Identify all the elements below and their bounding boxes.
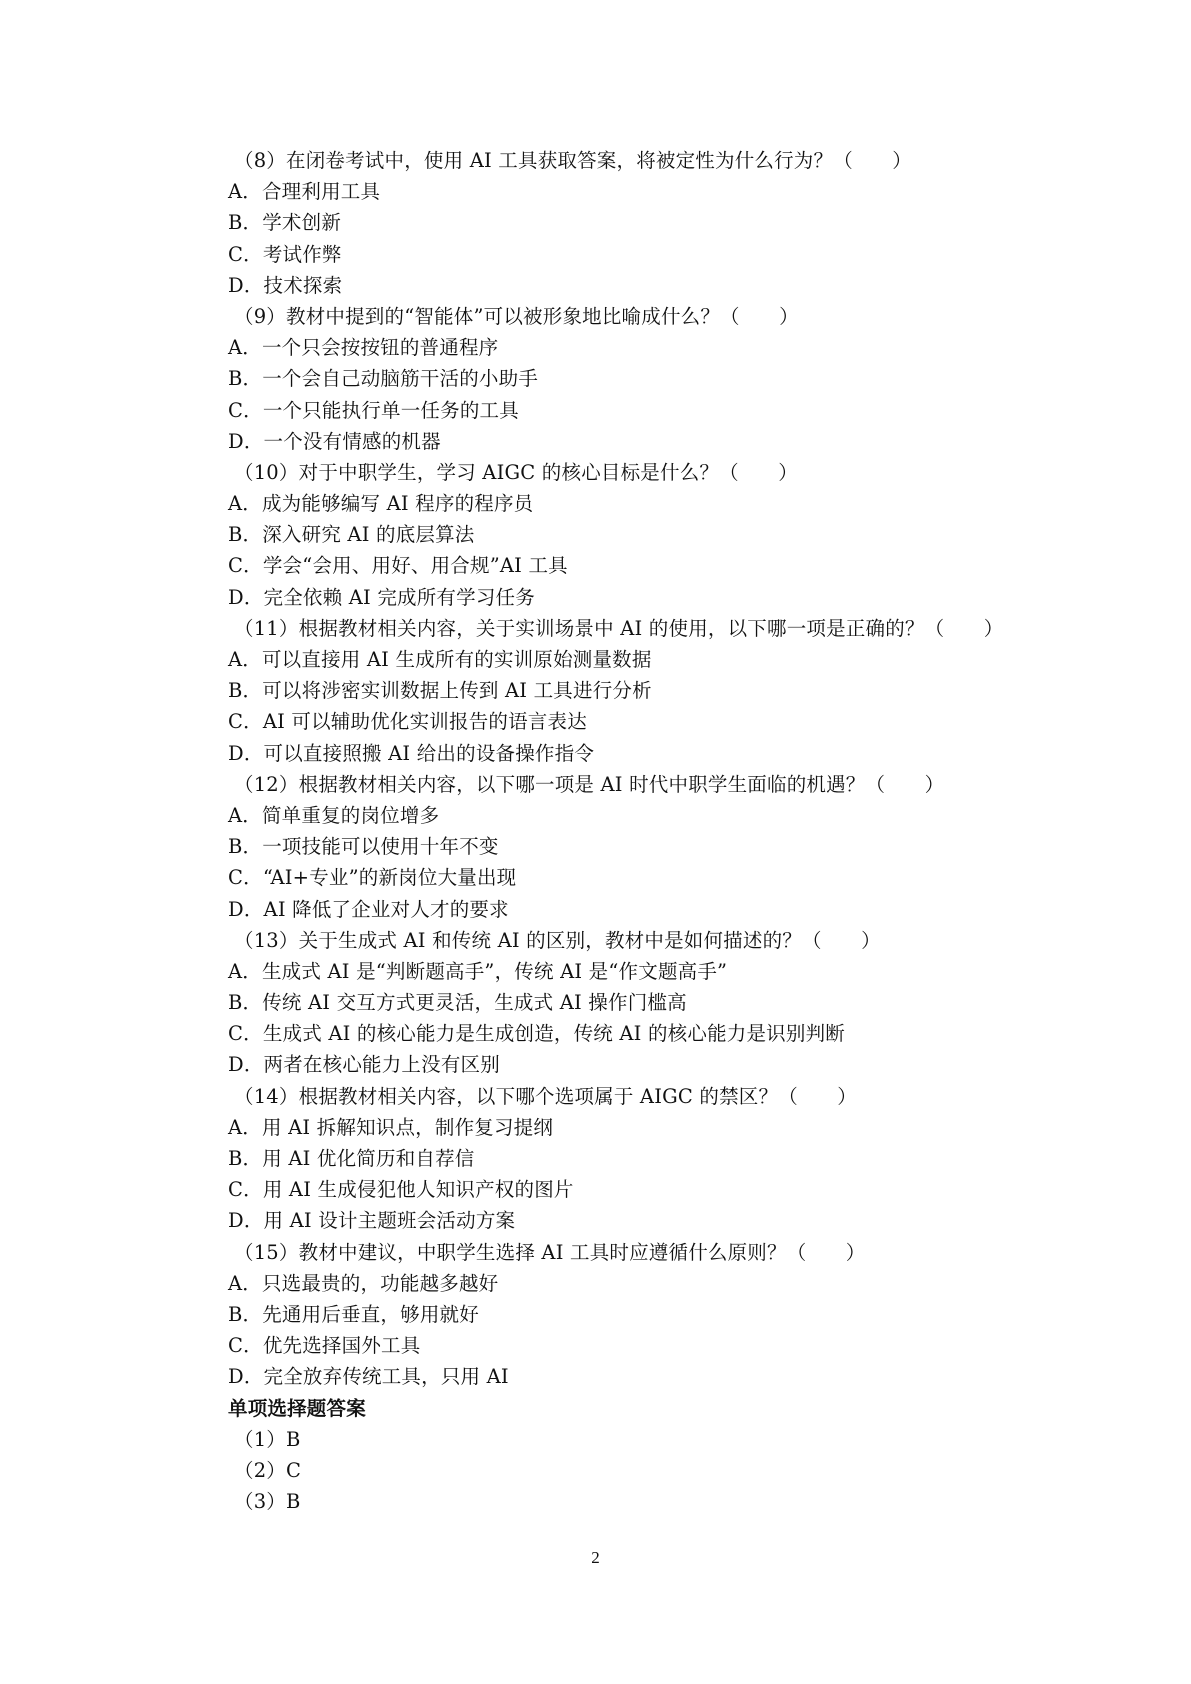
answer-item: （1）B	[234, 1427, 301, 1451]
option-b: B．一个会自己动脑筋干活的小助手	[228, 367, 539, 391]
question-stem: （14）根据教材相关内容，以下哪个选项属于 AIGC 的禁区？（ ）	[234, 1084, 857, 1108]
question-stem: （9）教材中提到的“智能体”可以被形象地比喻成什么？（ ）	[234, 304, 799, 328]
option-a: A．一个只会按按钮的普通程序	[228, 336, 499, 360]
option-b: B．传统 AI 交互方式更灵活，生成式 AI 操作门槛高	[228, 991, 687, 1015]
option-b: B．先通用后垂直，够用就好	[228, 1302, 479, 1326]
option-c: C．生成式 AI 的核心能力是生成创造，传统 AI 的核心能力是识别判断	[228, 1022, 845, 1046]
answers-list	[228, 1424, 1048, 1518]
option-c: C．学会“会用、用好、用合规”AI 工具	[228, 554, 568, 578]
question-13	[228, 925, 1048, 1081]
question-8	[228, 145, 1048, 301]
option-c: C．“AI+专业”的新岗位大量出现	[228, 866, 517, 890]
question-stem: （10）对于中职学生，学习 AIGC 的核心目标是什么？（ ）	[234, 460, 798, 484]
option-a: A．用 AI 拆解知识点，制作复习提纲	[228, 1115, 554, 1139]
option-b: B．用 AI 优化简历和自荐信	[228, 1147, 475, 1170]
question-stem: （12）根据教材相关内容，以下哪一项是 AI 时代中职学生面临的机遇？（ ）	[234, 772, 945, 796]
option-a: A．只选最贵的，功能越多越好	[228, 1271, 499, 1295]
question-10	[228, 457, 1048, 613]
option-d: D．两者在核心能力上没有区别	[228, 1053, 500, 1077]
option-b: B．一项技能可以使用十年不变	[228, 835, 499, 859]
option-c: C．用 AI 生成侵犯他人知识产权的图片	[228, 1178, 574, 1202]
answers-heading: 单项选择题答案	[228, 1396, 366, 1420]
option-d: D．用 AI 设计主题班会活动方案	[228, 1209, 516, 1233]
option-a: A．可以直接用 AI 生成所有的实训原始测量数据	[228, 648, 652, 671]
option-b: B．学术创新	[228, 211, 342, 235]
option-a: A．合理利用工具	[228, 180, 381, 204]
option-d: D．AI 降低了企业对人才的要求	[228, 897, 509, 921]
option-b: B．深入研究 AI 的底层算法	[228, 523, 475, 547]
option-d: D．技术探索	[228, 273, 343, 297]
question-12	[228, 769, 1048, 925]
option-c: C．一个只能执行单一任务的工具	[228, 398, 519, 422]
answer-item: （3）B	[234, 1490, 301, 1514]
question-9	[228, 301, 1048, 457]
option-c: C．考试作弊	[228, 242, 342, 266]
option-d: D．一个没有情感的机器	[228, 429, 441, 453]
option-d: D．可以直接照搬 AI 给出的设备操作指令	[228, 741, 595, 765]
option-b: B．可以将涉密实训数据上传到 AI 工具进行分析	[228, 679, 652, 703]
question-15	[228, 1237, 1048, 1393]
question-14	[228, 1081, 1048, 1237]
answer-item: （2）C	[234, 1458, 302, 1482]
option-a: A．成为能够编写 AI 程序的程序员	[228, 492, 534, 516]
option-a: A．生成式 AI 是“判断题高手”，传统 AI 是“作文题高手”	[228, 959, 728, 983]
question-11	[228, 613, 1048, 769]
question-stem: （11）根据教材相关内容，关于实训场景中 AI 的使用，以下哪一项是正确的？（ ）	[234, 616, 1004, 640]
option-d: D．完全放弃传统工具，只用 AI	[228, 1365, 509, 1389]
option-a: A．简单重复的岗位增多	[228, 803, 440, 827]
option-d: D．完全依赖 AI 完成所有学习任务	[228, 585, 535, 609]
question-stem: （8）在闭卷考试中，使用 AI 工具获取答案，将被定性为什么行为？（ ）	[234, 149, 912, 172]
page-content	[228, 145, 1048, 1517]
page-number: 2	[591, 1548, 600, 1567]
question-stem: （13）关于生成式 AI 和传统 AI 的区别，教材中是如何描述的？（ ）	[234, 928, 881, 952]
option-c: C．AI 可以辅助优化实训报告的语言表达	[228, 710, 587, 734]
question-stem: （15）教材中建议，中职学生选择 AI 工具时应遵循什么原则？（ ）	[234, 1240, 866, 1264]
option-c: C．优先选择国外工具	[228, 1334, 421, 1358]
